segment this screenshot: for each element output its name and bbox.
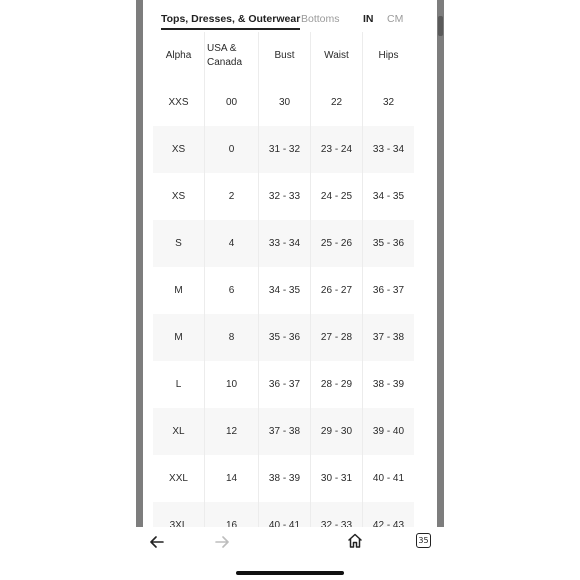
scrollbar[interactable] [437, 0, 444, 527]
size-table [153, 32, 414, 527]
cell-usa-canada: 2 [205, 173, 259, 220]
size-chart-tabs [143, 0, 437, 32]
cell-usa-canada: 14 [205, 455, 259, 502]
column-header-waist: Waist [311, 32, 363, 79]
cell-alpha: M [174, 285, 183, 296]
table-row [153, 455, 414, 502]
cell-waist: 29 - 30 [311, 408, 363, 455]
cell-waist: 22 [311, 79, 363, 126]
cell-alpha: 3XL [153, 502, 205, 527]
table-header-row [153, 32, 414, 79]
table-row [153, 267, 414, 314]
cell-hips: 37 - 38 [363, 314, 415, 361]
cell-usa-canada: 10 [205, 361, 259, 408]
scrollbar-thumb[interactable] [438, 16, 443, 36]
table-row [153, 408, 414, 455]
home-indicator [236, 571, 344, 575]
cell-usa-canada: 8 [205, 314, 259, 361]
column-header-alpha: Alpha [165, 49, 192, 61]
cell-hips: 40 - 41 [363, 455, 415, 502]
tab-bottoms[interactable] [301, 13, 340, 25]
cell-waist: 30 - 31 [311, 455, 363, 502]
cell-usa-canada: 0 [205, 126, 259, 173]
cell-bust: 35 - 36 [259, 314, 311, 361]
cell-alpha: M [153, 314, 205, 361]
cell-hips: 36 - 37 [363, 267, 415, 314]
arrow-right-icon[interactable] [215, 535, 229, 553]
column-header-hips: Hips [363, 32, 415, 79]
cell-usa-canada: 6 [205, 267, 259, 314]
cell-bust: 40 - 41 [259, 502, 311, 527]
cell-bust: 38 - 39 [259, 455, 311, 502]
home-icon[interactable] [347, 533, 363, 553]
cell-bust: 36 - 37 [259, 361, 311, 408]
left-gutter [136, 0, 143, 527]
cell-waist: 28 - 29 [311, 361, 363, 408]
cell-usa-canada: 00 [205, 79, 259, 126]
table-row [153, 361, 414, 408]
cell-bust: 31 - 32 [259, 126, 311, 173]
tabs-icon[interactable] [416, 533, 431, 548]
cell-alpha: XL [153, 408, 205, 455]
cell-hips: 38 - 39 [363, 361, 415, 408]
cell-bust: 37 - 38 [259, 408, 311, 455]
cell-alpha: S [153, 220, 205, 267]
cell-alpha: XS [153, 126, 205, 173]
cell-bust: 30 [259, 79, 311, 126]
cell-hips: 42 - 43 [363, 502, 415, 527]
cell-bust: 34 - 35 [259, 267, 311, 314]
cell-waist: 25 - 26 [311, 220, 363, 267]
cell-hips: 39 - 40 [363, 408, 415, 455]
table-row [153, 314, 414, 361]
unit-toggle-in[interactable]: IN [363, 13, 374, 25]
cell-waist: 27 - 28 [311, 314, 363, 361]
table-row [153, 502, 414, 527]
cell-alpha: XXS [168, 97, 189, 108]
cell-hips: 35 - 36 [363, 220, 415, 267]
cell-alpha: L [175, 379, 182, 390]
arrow-left-icon[interactable] [150, 535, 164, 553]
size-chart-panel [143, 0, 437, 527]
column-header-bust: Bust [259, 32, 311, 79]
cell-waist: 32 - 33 [311, 502, 363, 527]
cell-bust: 32 - 33 [259, 173, 311, 220]
table-row [153, 220, 414, 267]
cell-alpha: XS [171, 191, 186, 202]
table-row [153, 79, 414, 126]
unit-toggle-cm[interactable]: CM [387, 13, 404, 25]
cell-usa-canada: 16 [205, 502, 259, 527]
cell-hips: 32 [363, 79, 415, 126]
table-row [153, 173, 414, 220]
cell-waist: 24 - 25 [311, 173, 363, 220]
cell-bust: 33 - 34 [259, 220, 311, 267]
cell-waist: 23 - 24 [311, 126, 363, 173]
cell-usa-canada: 4 [205, 220, 259, 267]
cell-hips: 34 - 35 [363, 173, 415, 220]
column-header-usa-canada: USA & Canada [205, 32, 259, 79]
tab-count: 35 [418, 536, 429, 545]
tab-bottoms-label: Bottoms [301, 13, 340, 25]
cell-alpha: XXL [169, 473, 188, 484]
cell-hips: 33 - 34 [363, 126, 415, 173]
cell-usa-canada: 12 [205, 408, 259, 455]
active-tab-underline [161, 28, 300, 30]
table-row [153, 126, 414, 173]
tab-tops-dresses-outerwear[interactable] [161, 13, 300, 25]
cell-waist: 26 - 27 [311, 267, 363, 314]
tab-tops-label: Tops, Dresses, & Outerwear [161, 13, 301, 25]
